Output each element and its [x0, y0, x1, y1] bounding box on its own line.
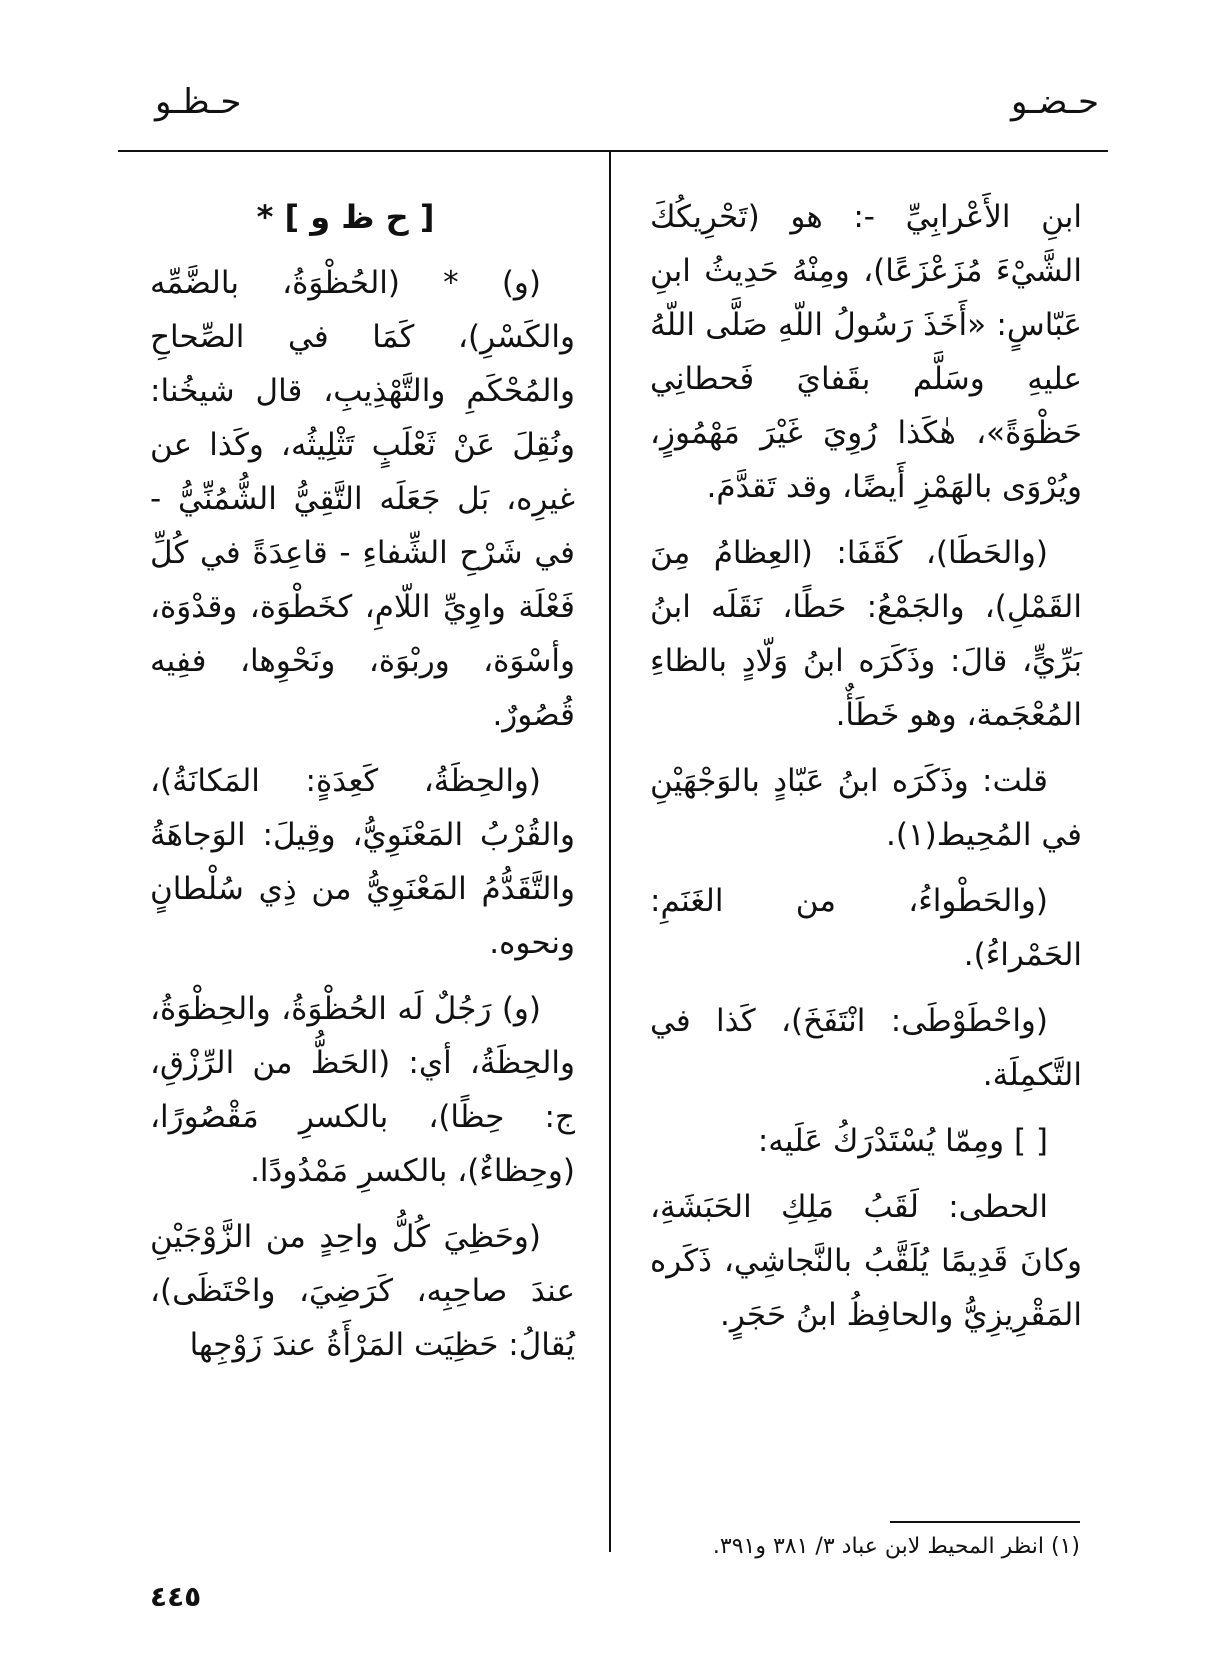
entry-heading: [ ح ظ و ] *	[256, 198, 435, 236]
footnote: (١) انظر المحيط لابن عباد ٣/ ٣٨١ و٣٩١.	[712, 1534, 1080, 1559]
left-paragraph-2: (والحِظَةُ، كَعِدَةٍ: المَكانَةُ)، والقُرْبُ المَعْنَوِيُّ، وقِيلَ: الوَجاهَةُ والتَّقَدُّمُ المَعْنَوِيُّ من ذِي سُلْطانٍ ونحوه.	[150, 763, 575, 961]
right-paragraph-4: (والحَطْواءُ، من الغَنَمِ: الحَمْراءُ).	[650, 883, 1082, 973]
left-paragraph-4: (وحَظِيَ كُلُّ واحِدٍ من الزَّوْجَيْنِ عندَ صاحِبِه، كَرَضِيَ، واحْتَظَى)، يُقالُ: حَظِيَت المَرْأَةُ عندَ زَوْجِها	[150, 1219, 575, 1363]
right-paragraph-6: [ ] ومِمّا يُسْتَدْرَكُ عَلَيه:	[757, 1123, 1048, 1159]
right-paragraph-2: (والحَطَا)، كَقَفَا: (العِظامُ مِنَ القَمْلِ)، والجَمْعُ: حَطًا، نَقَلَه ابنُ بَرِّيٍّ، قالَ: وذَكَرَه ابنُ وَلّادٍ بالظاءِ المُعْجَمة، وهو خَطَأٌ.	[650, 535, 1082, 733]
running-header-left: حـظـو	[155, 82, 242, 122]
right-column	[650, 190, 1082, 1354]
right-paragraph-3: قلت: وذَكَرَه ابنُ عَبّادٍ بالوَجْهَيْنِ في المُحِيط(١).	[650, 763, 1082, 853]
left-paragraph-1: (و) * (الحُظْوَةُ، بالضَّمِّه والكَسْرِ)، كَمَا في الصِّحاحِ والمُحْكَمِ والتَّهْذِيبِ، قال شيخُنا: ونُقِلَ عَنْ ثَعْلَبٍ تَثْلِيثُه، وكَذا عن غيرِه، بَل جَعَلَه التَّقِيُّ الشُّمُنِّيُّ - في شَرْحِ الشِّفاءِ - قاعِدَةً في كُلِّ فَعْلَة واوِيِّ اللّامِ، كخَطْوَة، وقدْوَة، وأسْوَة، وربْوَة، ونَحْوِها، ففِيه قُصُورٌ.	[150, 265, 575, 733]
right-paragraph-1: ابنِ الأَعْرابِيِّ -: هو (تَحْرِيكُكَ الشَّيْءَ مُزَعْزَعًا)، ومِنْهُ حَدِيثُ ابنِ عَبّاسٍ: «أَخَذَ رَسُولُ اللّهِ صَلَّى اللّهُ عليهِ وسَلَّم بقَفايَ فَحطانِي حَظْوَةً»، هٰكَذا رُوِيَ غَيْرَ مَهْمُوزٍ، ويُرْوَى بالهَمْزِ أَيضًا، وقد تَقدَّمَ.	[650, 199, 1082, 505]
running-header-right: حـضـو	[1011, 82, 1099, 122]
header-rule	[118, 150, 1108, 152]
page-number: ٤٤٥	[150, 1580, 202, 1613]
footnote-rule	[890, 1521, 1080, 1523]
right-paragraph-5: (واحْطَوْطَى: انْتَفَخَ)، كَذا في التَّكمِلَة.	[650, 1003, 1082, 1093]
right-paragraph-7: الحطى: لَقَبُ مَلِكِ الحَبَشَةِ، وكانَ قَدِيمًا يُلَقَّبُ بالنَّجاشِي، ذَكَره المَقْرِيزِيُّ والحافِظُ ابنُ حَجَرٍ.	[650, 1189, 1082, 1333]
column-divider	[609, 152, 611, 1552]
left-column	[150, 190, 575, 1384]
left-paragraph-3: (و) رَجُلٌ لَه الحُظْوَةُ، والحِظْوَةُ، والحِظَةُ، أي: (الحَظُّ من الرِّزْقِ، ج: حِظًا)، بالكسرِ مَقْصُورًا، (وحِظاءٌ)، بالكسرِ مَمْدُودًا.	[150, 991, 575, 1189]
